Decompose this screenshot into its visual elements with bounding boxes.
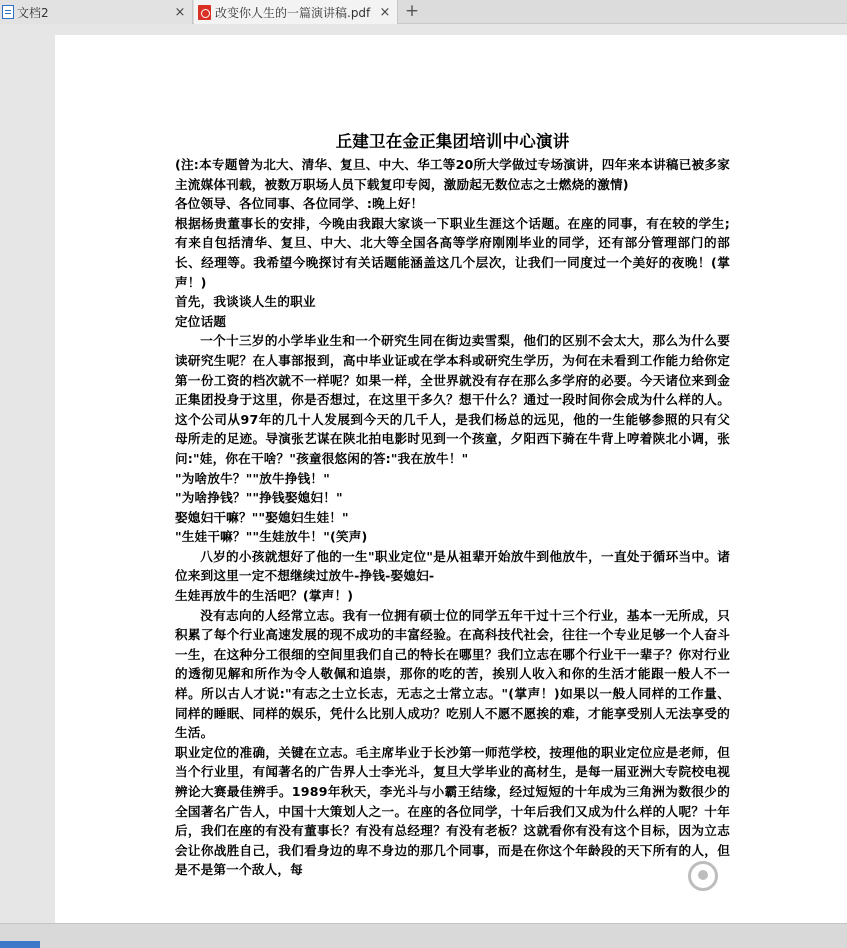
paragraph-body: 职业定位的准确，关键在立志。毛主席毕业于长沙第一师范学校，按理他的职业定位应是老师，但当个行业里，有闻著名的广告界人士李光斗，复旦大学毕业的高材生，是每一届亚洲大专院校电视辨论大赛最佳辨手。1989年秋天，李光斗与小霸王结缘，经过短短的十年成为三角洲为数很少的全国著名广告人，中国十大策划人之一。在座的各位同学，十年后我们又成为什么样的人呢？十年后，我们在座的有没有董事长？有没有总经理？有没有老板？这就看你有没有这个目标，因为立志会让你战胜自己，我们看身边的卑不身边的那几个同事，而是在你这个年龄段的天下所有的人，但是不是第一个敌人，每 <box>175 744 730 878</box>
close-tab-icon[interactable]: × <box>379 4 391 20</box>
paragraph-section-heading: 首先，我谈谈人生的职业 <box>175 294 316 310</box>
paragraph-dialogue: 娶媳妇干嘛？""娶媳妇生娃！" <box>175 509 349 525</box>
tab-label: 文档2 <box>17 5 49 20</box>
tab-label: 改变你人生的一篇演讲稿.pdf <box>215 5 371 20</box>
paragraph-body: 生娃再放牛的生活吧？(掌声！) <box>175 588 354 604</box>
paragraph-dialogue: "为啥挣钱？""挣钱娶媳妇！" <box>175 490 343 506</box>
new-tab-button[interactable]: + <box>404 1 420 21</box>
watermark <box>688 860 766 891</box>
paragraph-body: 没有志向的人经常立志。我有一位拥有硕士位的同学五年干过十三个行业，基本一无所成，只积累了每个行业高速发展的现不成功的丰富经验。在高科技代社会，往往一个专业足够一个人奋斗一生，在这种分工很细的空间里我们自己的特长在哪里？我们立志在哪个行业干一辈子？你对行业的透彻见解和所作为令人敬佩和追崇，那你的吃的苦，挨别人收入和你的生活才能跟一般人不一样。所以古人才说:"有志之士立长志，无志之士常立志。"(掌声！)如果以一般人同样的工作量、同样的睡眠、同样的娱乐，凭什么比别人成功？吃别人不愿不愿挨的难，才能享受别人无法享受的生活。 <box>175 607 730 741</box>
paragraph-greeting: 各位领导、各位同事、各位同学、:晚上好！ <box>175 196 424 212</box>
paragraph-body: 八岁的小孩就想好了他的一生"职业定位"是从祖辈开始放牛到他放牛，一直处于循环当中。诸位来到这里一定不想继续过放牛-挣钱-娶媳妇- <box>175 548 730 584</box>
pdf-page <box>55 35 847 935</box>
paragraph-dialogue: "为啥放牛？""放牛挣钱！" <box>175 470 330 486</box>
tab-document2[interactable] <box>0 0 193 24</box>
baidu-paw-icon <box>688 861 718 891</box>
document-viewer[interactable] <box>0 25 847 923</box>
close-tab-icon[interactable]: × <box>174 4 186 20</box>
taskbar-button[interactable] <box>0 941 40 948</box>
tab-pdf-speech[interactable] <box>194 0 398 24</box>
tab-bar <box>0 0 847 24</box>
paragraph-intro: 根据杨贵董事长的安排，今晚由我跟大家谈一下职业生涯这个话题。在座的同事，有在较的学生;有来自包括清华、复旦、中大、北大等全国各高等学府刚刚毕业的同学，还有部分管理部门的部长、经理等。我希望今晚探讨有关话题能涵盖这几个层次，让我们一同度过一个美好的夜晚！(掌声！) <box>175 215 730 290</box>
watermark-text: 经验 <box>722 865 767 890</box>
paragraph-note: (注:本专题曾为北大、清华、复旦、中大、华工等20所大学做过专场演讲，四年来本讲稿已被多家主流媒体刊载，被数万职场人员下载复印专阅，激励起无数位志之士燃烧的激情) <box>175 157 730 192</box>
status-bar <box>0 923 847 948</box>
pdf-file-icon <box>198 5 211 20</box>
paragraph-body: 一个十三岁的小学毕业生和一个研究生同在街边卖雪梨，他们的区别不会太大，那么为什么要读研究生呢？在人事部报到，高中毕业证或在学本科或研究生学历，为何在未看到工作能力给你定第一份工资的档次就不一样呢？如果一样，全世界就没有存在那么多学府的必要。今天诸位来到金正集团投身于这里，你是否想过，在这里干多久？想干什么？通过一段时间你会成为什么样的人。这个公司从97年的几十人发展到今天的几千人，是我们杨总的远见，他的一生能够参照的只有父母所走的足迹。导演张艺谋在陕北拍电影时见到一个孩童，夕阳西下骑在牛背上哼着陕北小调，张问:"娃，你在干啥？"孩童很悠闲的答:"我在放牛！" <box>175 333 730 466</box>
word-document-icon <box>2 5 14 19</box>
paragraph-dialogue: "生娃干嘛？""生娃放牛！"(笑声) <box>175 529 368 545</box>
page-content <box>175 131 730 880</box>
document-title: 丘建卫在金正集团培训中心演讲 <box>335 132 570 151</box>
paragraph-section-heading: 定位话题 <box>175 313 227 329</box>
